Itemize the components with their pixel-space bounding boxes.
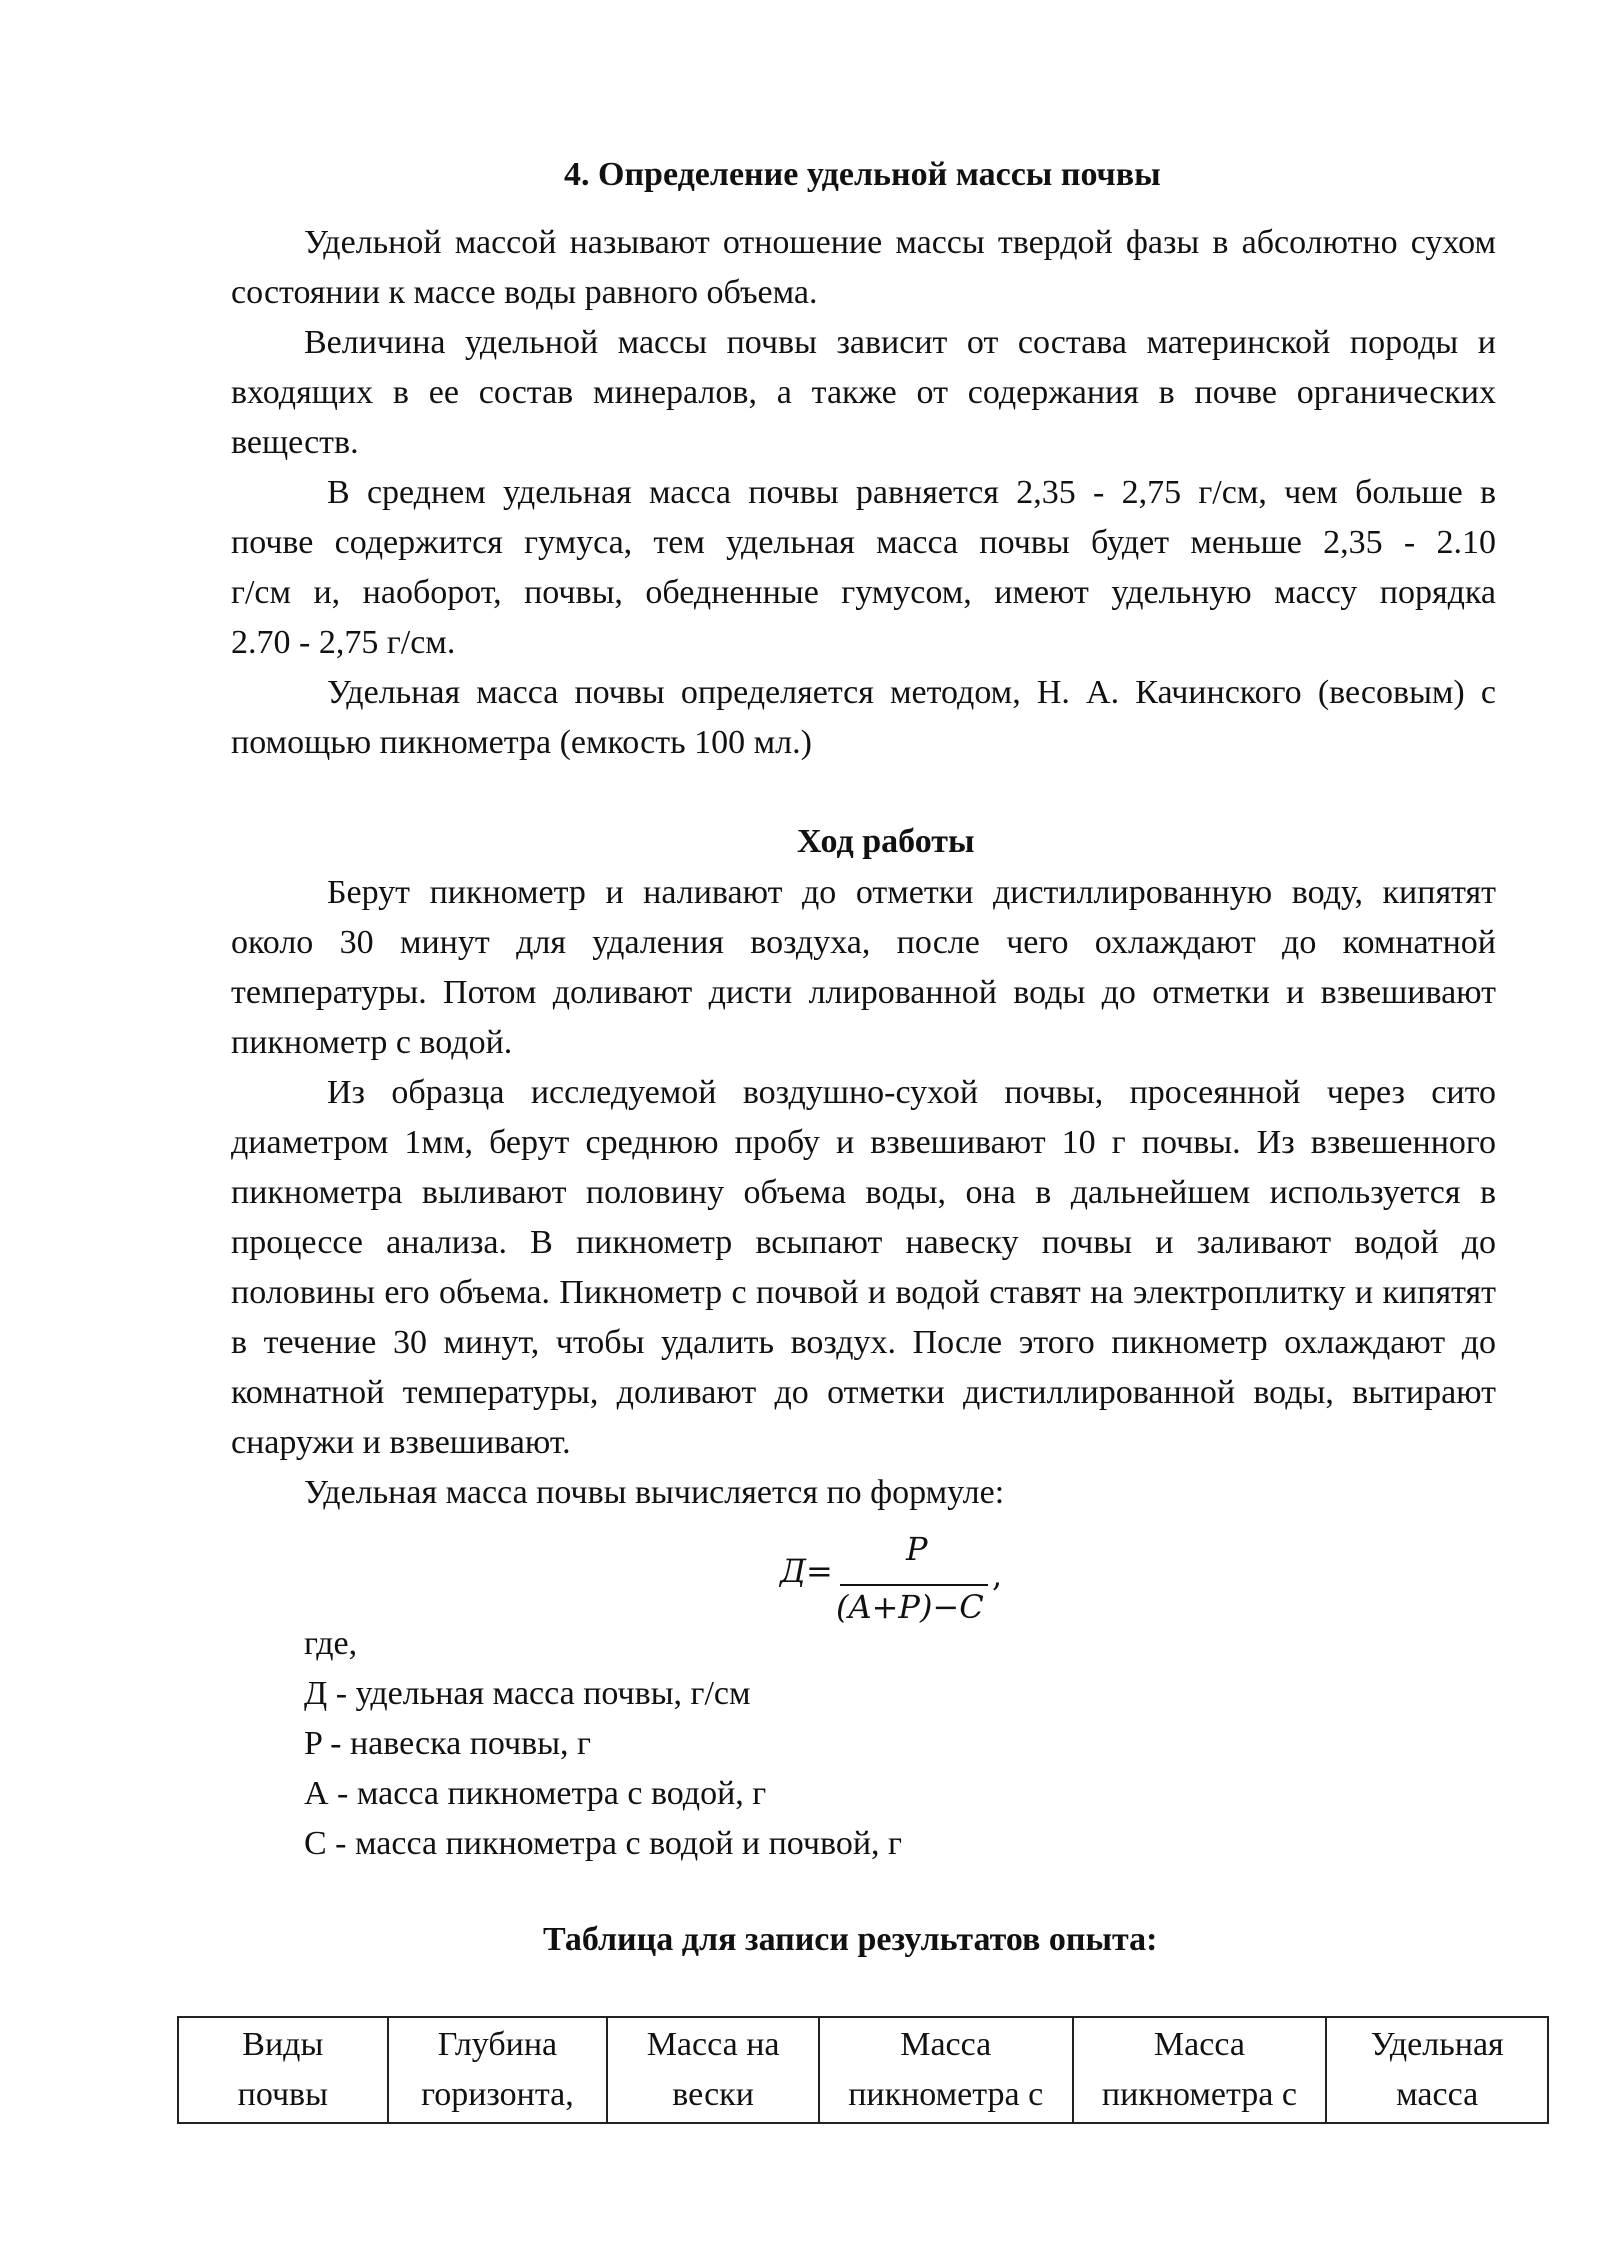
section-title: 4. Определение удельной массы почвы [564,156,1161,193]
procedure-step-1: Берут пикнометр и наливают до отметки дистиллированную воду, кипятят около 30 минут для удаления воздуха, после чего охлаждают до комнатной температуры. Потом доливают дисти ллированной воды до отметки и взвешивают пикнометр с водой. [231,874,1496,1061]
intro-block [231,218,1496,768]
header-line: пикнометра с [1101,2076,1297,2113]
formula-intro: Удельная масса почвы вычисляется по формуле: [304,1474,1005,1511]
definition-item: С - масса пикнометра с водой и почвой, г [304,1825,902,1862]
header-line: Глубина [437,2026,558,2063]
paragraph-definition: Удельной массой называют отношение массы твердой фазы в абсолютно сухом состоянии к массе воды равного объема. [231,224,1496,311]
density-formula [780,1530,1020,1630]
formula-numerator: P [906,1530,928,1568]
header-line: почвы [237,2076,328,2113]
results-table [177,2016,1549,2124]
definition-item: Д - удельная масса почвы, г/см [304,1675,751,1712]
table-header-row [178,2017,1548,2123]
table-heading: Таблица для записи результатов опыта: [543,1921,1158,1958]
header-line: масса [1396,2076,1479,2113]
header-line: Удельная [1370,2026,1504,2063]
paragraph-average [231,468,1496,668]
header-line: пикнометра с [848,2076,1044,2113]
definition-item: P - навеска почвы, г [304,1725,591,1762]
header-cell-pycnometer-water [819,2017,1073,2123]
procedure-heading: Ход работы [797,823,975,860]
header-cell-density [1326,2017,1548,2123]
paragraph-average-line: 2.70 - 2,75 г/см. [231,624,456,661]
paragraph-method: Удельная масса почвы определяется методом, Н. А. Качинского (весовым) с помощью пикнометра (емкость 100 мл.) [231,674,1496,761]
header-line: Виды [242,2026,324,2063]
formula-denominator: (A+P)−C [836,1588,984,1626]
variable-definitions [304,1619,902,1869]
header-line: горизонта, [421,2076,574,2113]
paragraph-dependence: Величина удельной массы почвы зависит от состава материнской породы и входящих в ее состав минералов, а также от содержания в почве органических веществ. [231,324,1496,461]
header-cell-sample-mass [607,2017,819,2123]
header-cell-pycnometer-soil [1073,2017,1327,2123]
definition-item: А - масса пикнометра с водой, г [304,1775,767,1812]
header-line: Масса [900,2026,992,2063]
paragraph-average-line: почве содержится гумуса, тем удельная масса почвы будет меньше 2,35 - 2.10 [231,524,1496,561]
formula-trailing: , [992,1556,1003,1594]
header-line: Масса [1153,2026,1245,2063]
procedure-step-2: Из образца исследуемой воздушно-сухой почвы, просеянной через сито диаметром 1мм, берут среднюю пробу и взвешивают 10 г почвы. Из взвешенного пикнометра выливают половину объема воды, она в дальнейшем используется в процессе анализа. В пикнометр всыпают навеску почвы и заливают водой до половины его объема. Пикнометр с почвой и водой ставят на электроплитку и кипятят в течение 30 минут, чтобы удалить воздух. После этого пикнометр охлаждают до комнатной температуры, доливают до отметки дистиллированной воды, вытирают снаружи и взвешивают. [231,1074,1496,1461]
fraction-bar [840,1584,988,1586]
procedure-block [231,868,1496,1518]
header-line: вески [672,2076,754,2113]
header-line: Масса на [646,2026,780,2063]
header-cell-depth [388,2017,608,2123]
paragraph-average-line: г/см и, наоборот, почвы, обедненные гумусом, имеют удельную массу порядка [231,574,1496,611]
formula-lhs: Д= [780,1552,833,1590]
definitions-where: где, [304,1625,358,1662]
paragraph-average-line: В среднем удельная масса почвы равняется 2,35 - 2,75 г/см, чем больше в [327,474,1496,511]
header-cell-soil-type [178,2017,388,2123]
